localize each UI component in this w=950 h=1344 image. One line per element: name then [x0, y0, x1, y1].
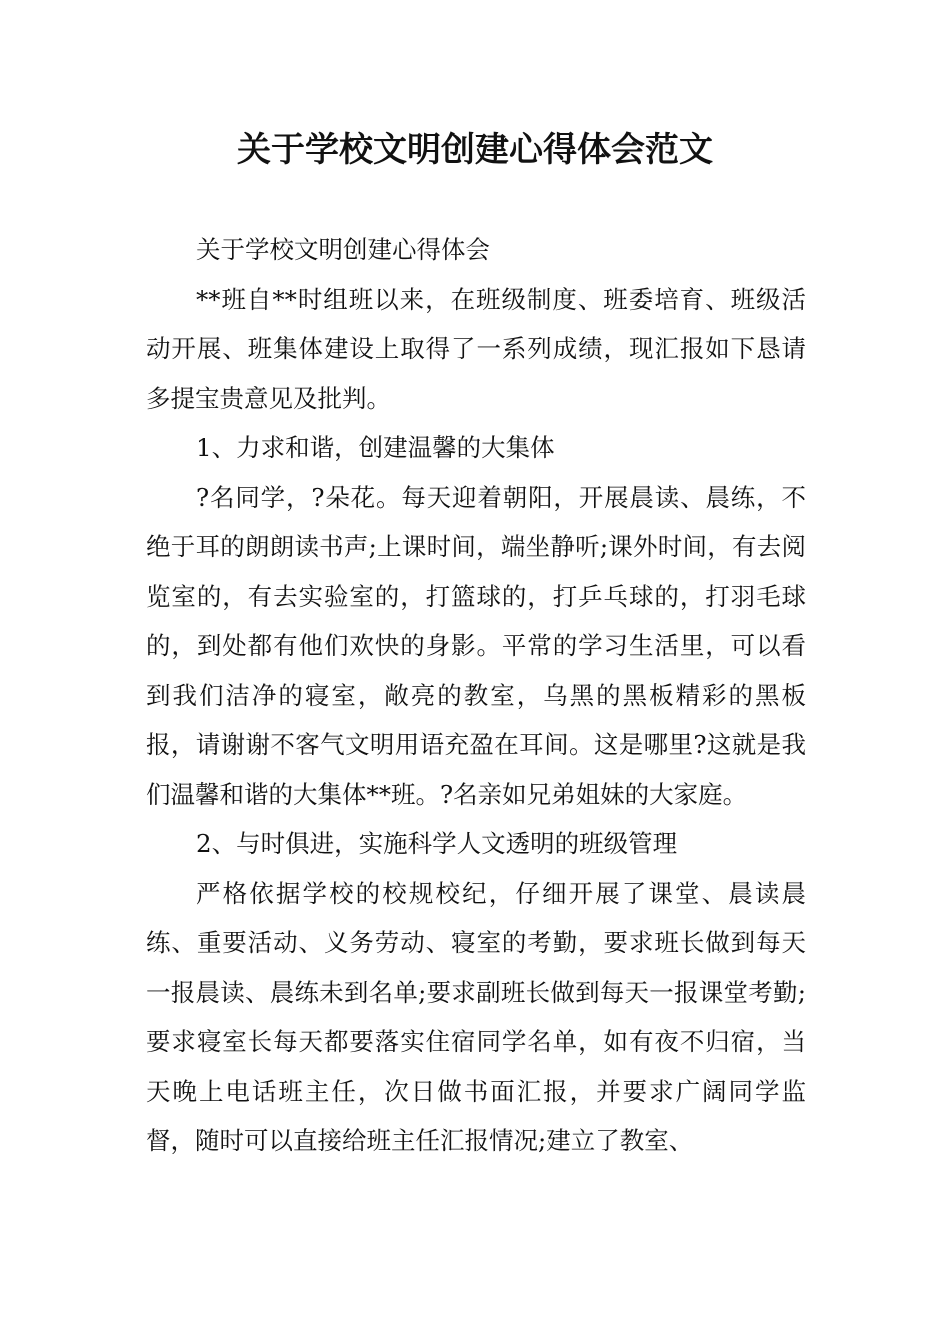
document-body — [146, 225, 806, 1166]
section-heading-1: 1、力求和谐，创建温馨的大集体 — [196, 433, 555, 462]
section-heading-2: 2、与时俱进，实施科学人文透明的班级管理 — [196, 829, 678, 858]
document-title: 关于学校文明创建心得体会范文 — [237, 130, 713, 170]
paragraph-section-2: 严格依据学校的校规校纪，仔细开展了课堂、晨读晨练、重要活动、义务劳动、寝室的考勤，要求班长做到每天一报晨读、晨练未到名单;要求副班长做到每天一报课堂考勤;要求寝室长每天都要落实住宿同学名单，如有夜不归宿，当天晚上电话班主任，次日做书面汇报，并要求广阔同学监督，随时可以直接给班主任汇报情况;建立了教室、 — [146, 878, 806, 1155]
paragraph-section-1: ?名同学，?朵花。每天迎着朝阳，开展晨读、晨练，不绝于耳的朗朗读书声;上课时间，端坐静听;课外时间，有去阅览室的，有去实验室的，打篮球的，打乒乓球的，打羽毛球的，到处都有他们欢快的身影。平常的学习生活里，可以看到我们洁净的寝室，敞亮的教室，乌黑的黑板精彩的黑板报，请谢谢不客气文明用语充盈在耳间。这是哪里?这就是我们温馨和谐的大集体**班。?名亲如兄弟姐妹的大家庭。 — [146, 482, 806, 809]
paragraph-subtitle: 关于学校文明创建心得体会 — [196, 235, 490, 264]
paragraph-intro: **班自**时组班以来，在班级制度、班委培育、班级活动开展、班集体建设上取得了一系列成绩，现汇报如下恳请多提宝贵意见及批判。 — [146, 284, 806, 413]
